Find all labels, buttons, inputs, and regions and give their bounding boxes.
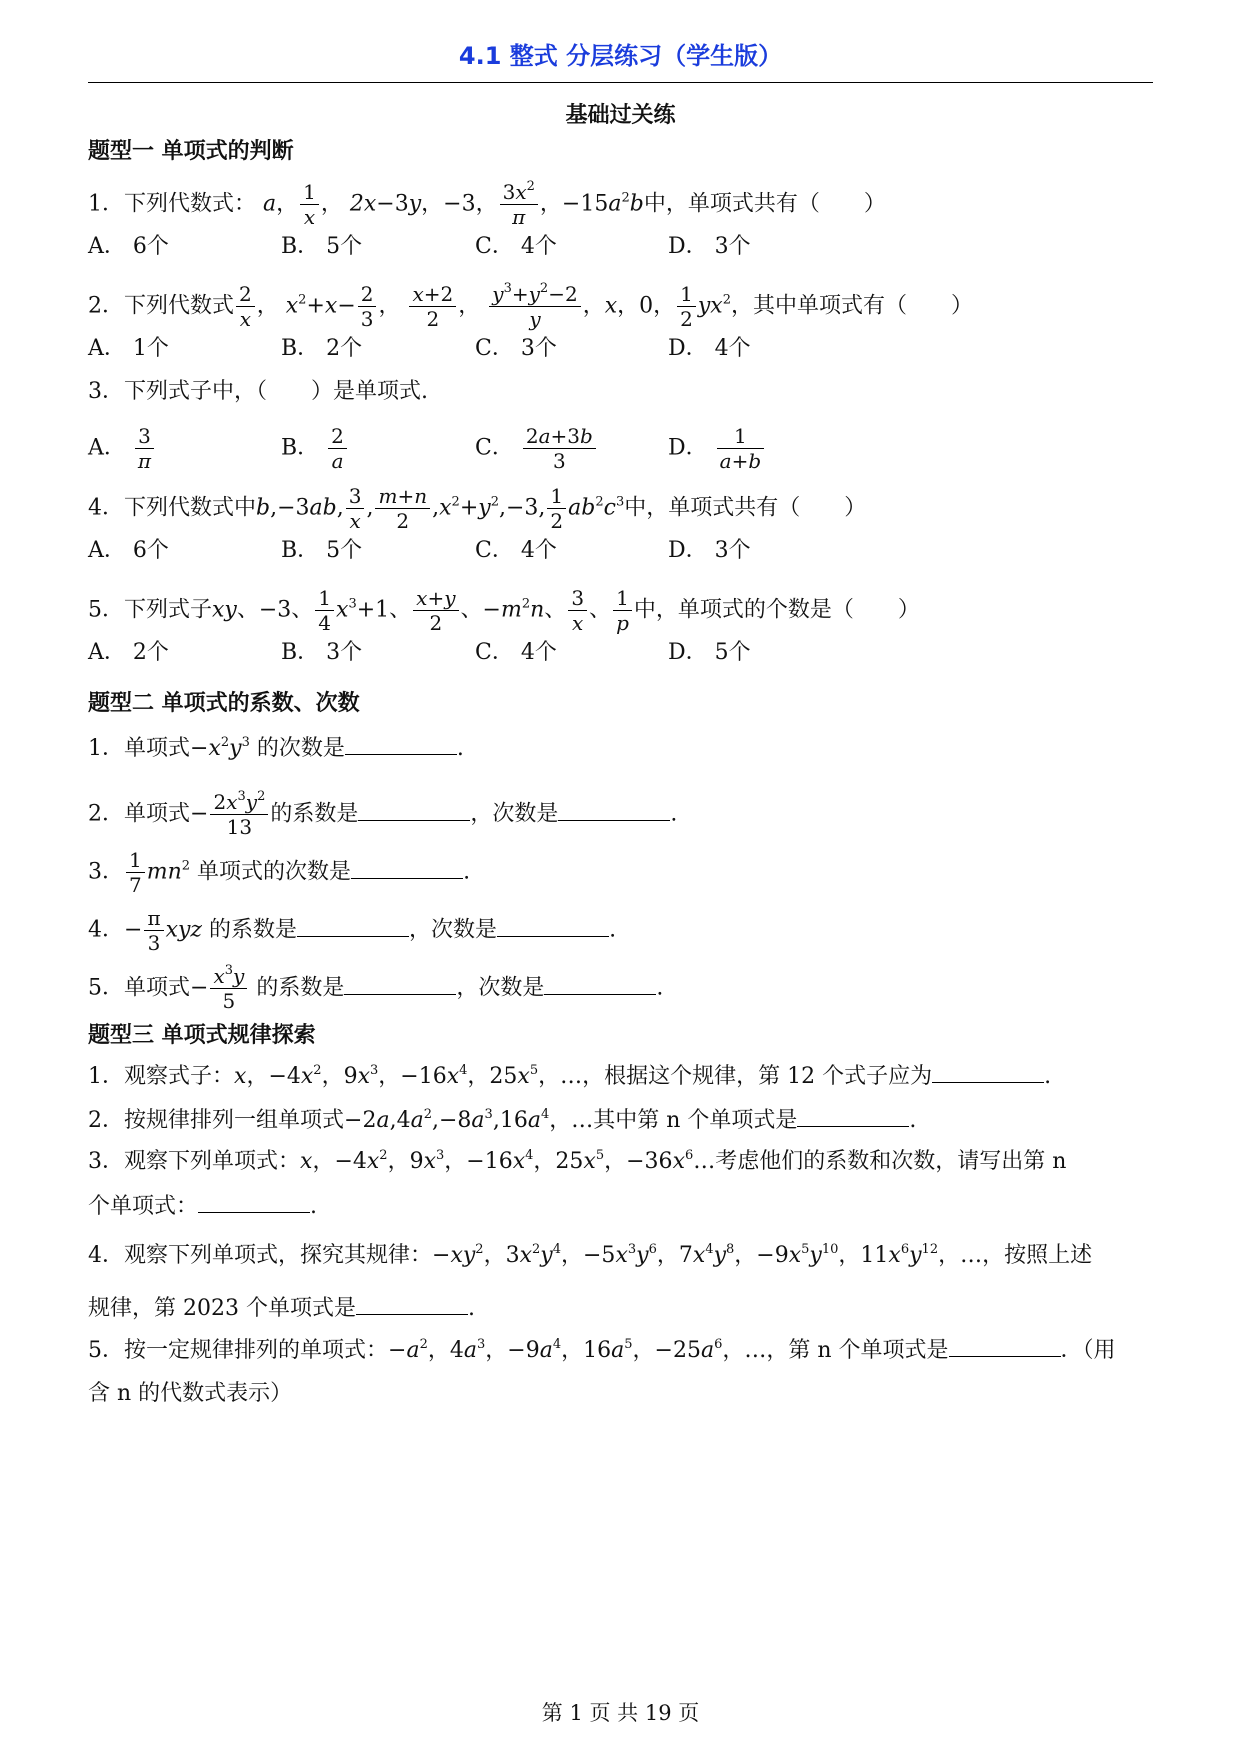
type1-q3: 3．下列式子中，（ ）是单项式. [88, 379, 428, 404]
type2-q2: 2．单项式− $\frac{2x^3y^2}{13}$ 的系数是 ，次数是 . [88, 789, 678, 839]
answer-blank[interactable] [356, 1292, 468, 1315]
answer-blank[interactable] [358, 798, 470, 821]
type1-q2-options [88, 332, 1088, 366]
type1-q5: 5．下列式子xy、−3、 $\frac{1}{4}$ $x^3+1$、 $\frac{x+y}{2}$ 、$-m^2n$、 $\frac{3}{x}$ 、 $\frac{1}{p}$ 中，单项式的个数是（ ） [88, 586, 920, 635]
option-a[interactable]: A． 2个 [88, 640, 169, 665]
type3-q5-cont: 含 n 的代数式表示） [88, 1381, 293, 1406]
type1-q2: 2．下列代数式 $\frac{2}{x}$ ， $x^2+x-$ $\frac{2}{3}$ ， $\frac{x+2}{2}$ ， $\frac{y^3+y^2-2}{y}$ ，x，0， $\frac{1}{2}$ $yx^2$，其中单项式有（ ） [88, 281, 973, 331]
type3-heading: 题型三 单项式规律探索 [88, 1023, 316, 1048]
answer-blank[interactable] [949, 1334, 1061, 1357]
document-title: 4.1 整式 分层练习（学生版） [458, 42, 783, 70]
type1-q3-options [88, 424, 1088, 476]
type1-q4: 4．下列代数式中b,−3ab, $\frac{3}{x}$ , $\frac{m+n}{2}$ $,x^2+y^2,-3$, $\frac{1}{2}$ $ab^2c^3$中，单项式共有（ ） [88, 484, 867, 533]
answer-blank[interactable] [344, 972, 456, 995]
type2-q3: 3． $\frac{1}{7}$ $mn^2$ 单项式的次数是 . [88, 848, 471, 897]
option-b[interactable]: B． 5个 [281, 538, 363, 563]
type1-q1: 1．下列代数式： a， $\frac{1}{x}$ ， 2x−3y，−3， $\frac{3x^2}{\pi}$ ，$-15a^2b$中，单项式共有（ ） [88, 179, 886, 229]
option-a[interactable]: A． 6个 [88, 234, 169, 259]
page-footer: 第 1 页 共 19 页 [541, 1701, 700, 1725]
answer-blank[interactable] [544, 972, 656, 995]
type1-q4-options [88, 534, 1088, 568]
type2-heading: 题型二 单项式的系数、次数 [88, 691, 360, 716]
type3-q4: 4．观察下列单项式，探究其规律：$-xy^2$，$3x^2y^4$，$-5x^3y^6$，$7x^4y^8$，$-9x^5y^{10}$，$11x^6y^{12}$，…，按照上述 [88, 1242, 1093, 1268]
option-d[interactable]: D． 3个 [668, 234, 751, 259]
option-c[interactable]: C． $\frac{2a+3b}{3}$ [475, 424, 598, 473]
type2-q4: 4．− $\frac{\pi}{3}$ xyz 的系数是 ，次数是 . [88, 906, 617, 955]
answer-blank[interactable] [351, 856, 463, 879]
section-title: 基础过关练 [565, 103, 676, 128]
type3-q5: 5．按一定规律排列的单项式：$-a^2$，$4a^3$，$-9a^4$，$16a^5$，$-25a^6$，…，第 n 个单项式是 ．（用 [88, 1334, 1163, 1367]
type1-q1-options [88, 230, 1088, 264]
option-a[interactable]: A． $\frac{3}{\pi}$ [88, 424, 156, 473]
answer-blank[interactable] [797, 1104, 909, 1127]
type3-q3: 3．观察下列单项式：x，$-4x^2$，$9x^3$，$-16x^4$，$25x^5$，$-36x^6\dots$考虑他们的系数和次数，请写出第 n [88, 1148, 1067, 1174]
option-d[interactable]: D． 5个 [668, 640, 751, 665]
option-c[interactable]: C． 4个 [475, 538, 557, 563]
option-c[interactable]: C． 4个 [475, 234, 557, 259]
answer-blank[interactable] [345, 732, 457, 755]
answer-blank[interactable] [558, 798, 670, 821]
option-a[interactable]: A． 1个 [88, 336, 169, 361]
option-d[interactable]: D． 4个 [668, 336, 751, 361]
type2-q1: 1．单项式$-x^2y^3$ 的次数是 . [88, 732, 1163, 765]
option-b[interactable]: B． $\frac{2}{a}$ [281, 424, 349, 473]
type1-q5-options [88, 636, 1088, 670]
option-c[interactable]: C． 4个 [475, 640, 557, 665]
type3-q4-cont: 规律，第 2023 个单项式是 . [88, 1292, 1163, 1325]
option-c[interactable]: C． 3个 [475, 336, 557, 361]
answer-blank[interactable] [297, 914, 409, 937]
option-a[interactable]: A． 6个 [88, 538, 169, 563]
option-b[interactable]: B． 5个 [281, 234, 363, 259]
answer-blank[interactable] [198, 1190, 310, 1213]
option-b[interactable]: B． 3个 [281, 640, 363, 665]
type1-heading: 题型一 单项式的判断 [88, 139, 294, 164]
answer-blank[interactable] [932, 1060, 1044, 1083]
option-d[interactable]: D． 3个 [668, 538, 751, 563]
type3-q2: 2．按规律排列一组单项式$-2a,4a^2,-8a^3,16a^4$，…其中第 n 个单项式是 . [88, 1104, 1163, 1137]
header-rule [88, 82, 1153, 83]
type2-q5: 5．单项式− $\frac{x^3y}{5}$ 的系数是 ，次数是 . [88, 963, 664, 1013]
type3-q1: 1．观察式子：x，$-4x^2$，$9x^3$，$-16x^4$，$25x^5$，…，根据这个规律，第 12 个式子应为 . [88, 1060, 1163, 1093]
type3-q3-cont: 个单项式： . [88, 1190, 1163, 1223]
answer-blank[interactable] [497, 914, 609, 937]
option-b[interactable]: B． 2个 [281, 336, 363, 361]
option-d[interactable]: D． $\frac{1}{a+b}$ [668, 424, 766, 473]
